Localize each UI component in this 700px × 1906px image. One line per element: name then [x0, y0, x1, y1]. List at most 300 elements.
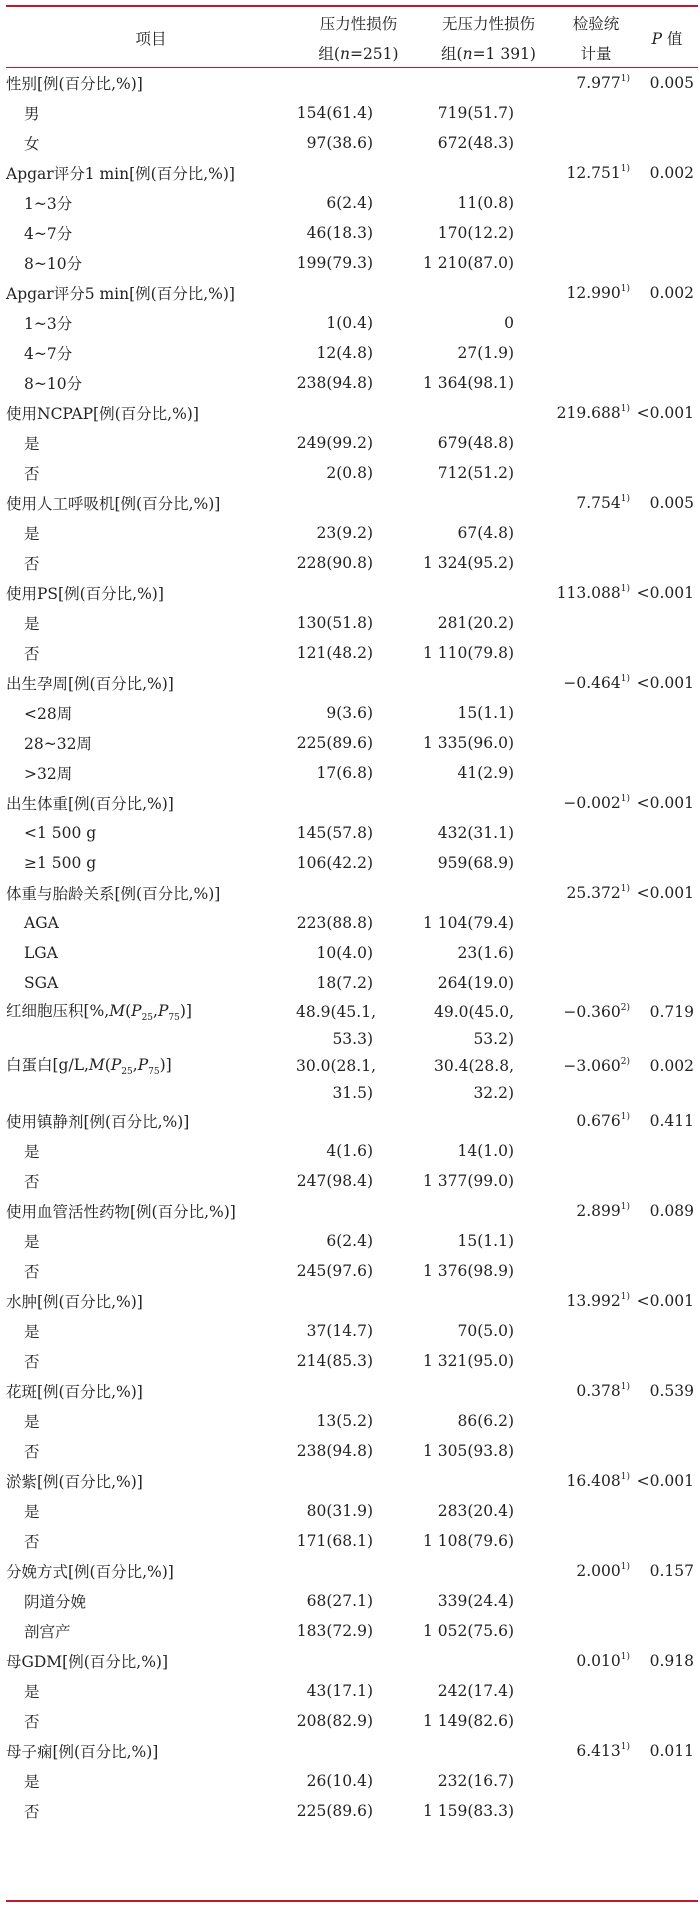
- group1-value: 130(51.8): [296, 614, 373, 632]
- group2-value: 49.0(45.0,: [434, 1002, 514, 1021]
- group1-value: [296, 68, 421, 98]
- category-row: [6, 1376, 698, 1406]
- group1-value: 247(98.4): [296, 1172, 373, 1190]
- category-label: 白蛋白$[g/L,M(P_{25},P_{75})]$: [6, 1056, 172, 1078]
- group1-value: 46(18.3): [306, 224, 373, 242]
- group1-value: 199(79.3): [296, 254, 373, 272]
- test-statistic: [556, 128, 636, 158]
- group1-value: 183(72.9): [296, 1622, 373, 1640]
- subgroup-row: [6, 518, 698, 548]
- group1-value: 48.9(45.1,: [296, 1002, 376, 1021]
- subgroup-label: 否: [24, 1263, 40, 1281]
- group2-value: 15(1.1): [457, 704, 514, 722]
- subgroup-label: 是: [24, 1773, 40, 1791]
- group2-value: [421, 488, 556, 518]
- group1-value: [296, 1106, 421, 1136]
- subgroup-row: [6, 1436, 698, 1466]
- p-value: [636, 1526, 698, 1556]
- p-value: 0.002: [649, 284, 694, 302]
- header-stat-line2: 计量: [580, 45, 612, 63]
- p-value: [636, 638, 698, 668]
- group1-value: 245(97.6): [296, 1262, 373, 1280]
- group2-value: 1 210(87.0): [423, 254, 514, 272]
- p-value: [636, 338, 698, 368]
- group1-value: 53.3): [332, 1029, 373, 1048]
- group1-value: 249(99.2): [296, 434, 373, 452]
- category-row: [6, 998, 698, 1025]
- category-label: 花斑[例(百分比,%)]: [6, 1383, 143, 1401]
- footnote-marker: 1): [620, 1652, 630, 1662]
- p-value: [636, 218, 698, 248]
- test-statistic: 113.088$^{1)}$: [556, 584, 630, 602]
- group2-value: 1 159(83.3): [423, 1802, 514, 1820]
- subgroup-row: [6, 1676, 698, 1706]
- p-value: [636, 428, 698, 458]
- footnote-marker: 1): [620, 74, 630, 84]
- subgroup-row: [6, 428, 698, 458]
- group2-value: [421, 1106, 556, 1136]
- test-statistic: 12.751$^{1)}$: [566, 164, 630, 182]
- group2-value: 32.2): [473, 1083, 514, 1102]
- group2-value: 23(1.6): [457, 944, 514, 962]
- group1-value: 225(89.6): [296, 1802, 373, 1820]
- top-rule: [6, 5, 698, 7]
- group2-value: 1 376(98.9): [423, 1262, 514, 1280]
- group1-value: 13(5.2): [316, 1412, 373, 1430]
- test-statistic: $-0.002^{1)}$: [563, 794, 630, 812]
- subgroup-row: [6, 1796, 698, 1826]
- group1-value: 208(82.9): [296, 1712, 373, 1730]
- group1-value: [296, 1376, 421, 1406]
- p-value: <0.001: [636, 1472, 694, 1490]
- group2-value: 14(1.0): [457, 1142, 514, 1160]
- test-statistic: [556, 1616, 636, 1646]
- subgroup-label: 是: [24, 525, 40, 543]
- group1-value: [296, 488, 421, 518]
- test-statistic: [556, 1496, 636, 1526]
- group1-value: 18(7.2): [316, 974, 373, 992]
- group1-value: 17(6.8): [316, 764, 373, 782]
- group1-value: [296, 788, 421, 818]
- test-statistic: [556, 218, 636, 248]
- p-value: [636, 908, 698, 938]
- group2-value: 1 335(96.0): [423, 734, 514, 752]
- group2-value: [421, 1646, 556, 1676]
- test-statistic: [556, 1406, 636, 1436]
- test-statistic: [556, 428, 636, 458]
- test-statistic: 25.372$^{1)}$: [566, 884, 630, 902]
- group2-value: 27(1.9): [457, 344, 514, 362]
- subgroup-row: [6, 458, 698, 488]
- category-row: [6, 1466, 698, 1496]
- group2-value: 242(17.4): [437, 1682, 514, 1700]
- subgroup-row: [6, 248, 698, 278]
- subgroup-row: [6, 1346, 698, 1376]
- group2-value: 432(31.1): [437, 824, 514, 842]
- p-value: 0.002: [649, 164, 694, 182]
- footnote-marker: 1): [620, 584, 630, 594]
- table-body: [6, 68, 698, 1826]
- group2-value: [421, 578, 556, 608]
- group2-value: 0: [504, 314, 514, 332]
- subgroup-row: [6, 758, 698, 788]
- footnote-marker: 2): [620, 1002, 630, 1013]
- subgroup-label: 否: [24, 1173, 40, 1191]
- group1-value: [296, 278, 421, 308]
- footnote-marker: 1): [620, 1292, 630, 1302]
- subgroup-row: [6, 1706, 698, 1736]
- test-statistic: [556, 758, 636, 788]
- p-value: <0.001: [636, 884, 694, 902]
- test-statistic: [556, 908, 636, 938]
- group1-value: 12(4.8): [316, 344, 373, 362]
- header-group1-line2: 组(n=251): [318, 45, 399, 63]
- test-statistic: [556, 698, 636, 728]
- test-statistic: [556, 1079, 636, 1106]
- category-row: [6, 788, 698, 818]
- footnote-marker: 1): [620, 1112, 630, 1122]
- group2-value: 1 149(82.6): [423, 1712, 514, 1730]
- p-value: [636, 1766, 698, 1796]
- p-value: [636, 308, 698, 338]
- group1-value: 238(94.8): [296, 1442, 373, 1460]
- p-value: 0.005: [649, 74, 694, 92]
- subgroup-row: [6, 1766, 698, 1796]
- group1-value: 106(42.2): [296, 854, 373, 872]
- subgroup-row: [6, 1406, 698, 1436]
- subgroup-label: 否: [24, 645, 40, 663]
- header-stat-line1: 检验统: [572, 15, 620, 33]
- subgroup-row: [6, 548, 698, 578]
- footnote-marker: 1): [620, 1562, 630, 1572]
- group1-value: [296, 878, 421, 908]
- test-statistic: $-0.360^{2)}$: [563, 1002, 630, 1021]
- subgroup-label: 是: [24, 1143, 40, 1161]
- subgroup-label: <28周: [24, 705, 73, 723]
- group1-value: [296, 1286, 421, 1316]
- test-statistic: [556, 1676, 636, 1706]
- subgroup-label: ≥1 500 g: [24, 854, 97, 872]
- test-statistic: [556, 1526, 636, 1556]
- footnote-marker: 1): [620, 494, 630, 504]
- subgroup-label: >32周: [24, 765, 73, 783]
- test-statistic: [556, 1706, 636, 1736]
- p-value: [636, 458, 698, 488]
- group1-value: 214(85.3): [296, 1352, 373, 1370]
- subgroup-row: [6, 1616, 698, 1646]
- test-statistic: 0.676$^{1)}$: [576, 1112, 630, 1130]
- subgroup-label: 是: [24, 1503, 40, 1521]
- group2-value: 679(48.8): [437, 434, 514, 452]
- subgroup-row: [6, 818, 698, 848]
- category-row: [6, 578, 698, 608]
- category-label: 出生孕周[例(百分比,%)]: [6, 675, 174, 693]
- p-value: [636, 518, 698, 548]
- group1-value: [296, 668, 421, 698]
- group2-value: [421, 158, 556, 188]
- header-group2-line2: 组(n=1 391): [441, 45, 536, 63]
- subgroup-label: 是: [24, 615, 40, 633]
- group2-value: 712(51.2): [437, 464, 514, 482]
- test-statistic: 0.378$^{1)}$: [576, 1382, 630, 1400]
- group2-value: 1 364(98.1): [423, 374, 514, 392]
- bottom-rule: [6, 1900, 698, 1902]
- subgroup-label: 否: [24, 1443, 40, 1461]
- group2-value: 15(1.1): [457, 1232, 514, 1250]
- subgroup-row: [6, 1316, 698, 1346]
- category-label: Apgar评分1 min[例(百分比,%)]: [6, 165, 235, 183]
- group1-value: [296, 1466, 421, 1496]
- group1-value: 80(31.9): [306, 1502, 373, 1520]
- group1-value: 4(1.6): [326, 1142, 373, 1160]
- group2-value: 30.4(28.8,: [434, 1056, 514, 1075]
- group2-value: 170(12.2): [437, 224, 514, 242]
- subgroup-label: 否: [24, 1713, 40, 1731]
- p-value: [636, 98, 698, 128]
- subgroup-label: 是: [24, 435, 40, 453]
- p-value: [636, 1406, 698, 1436]
- category-row: [6, 158, 698, 188]
- test-statistic: [556, 728, 636, 758]
- subgroup-label: 否: [24, 1803, 40, 1821]
- test-statistic: 7.977$^{1)}$: [576, 74, 630, 92]
- header-item: 项目: [135, 30, 167, 48]
- group1-value: 225(89.6): [296, 734, 373, 752]
- test-statistic: 13.992$^{1)}$: [566, 1292, 630, 1310]
- subgroup-row: [6, 608, 698, 638]
- group1-value: [296, 578, 421, 608]
- group1-value: 2(0.8): [326, 464, 373, 482]
- test-statistic: [556, 248, 636, 278]
- group2-value: [421, 278, 556, 308]
- group1-value: 9(3.6): [326, 704, 373, 722]
- group1-value: 171(68.1): [296, 1532, 373, 1550]
- subgroup-label: 8~10分: [24, 255, 83, 273]
- test-statistic: [556, 1316, 636, 1346]
- subgroup-label: 4~7分: [24, 225, 73, 243]
- subgroup-row: [6, 308, 698, 338]
- subgroup-row: [6, 1526, 698, 1556]
- p-value: [636, 368, 698, 398]
- category-label: 使用镇静剂[例(百分比,%)]: [6, 1113, 190, 1131]
- subgroup-row: [6, 698, 698, 728]
- test-statistic: [556, 1346, 636, 1376]
- p-value: [636, 818, 698, 848]
- subgroup-label: AGA: [24, 914, 59, 932]
- group1-value: 10(4.0): [316, 944, 373, 962]
- subgroup-label: 剖宫产: [24, 1623, 71, 1641]
- category-row: [6, 398, 698, 428]
- group2-value: 41(2.9): [457, 764, 514, 782]
- p-value: [636, 608, 698, 638]
- group1-value: 154(61.4): [296, 104, 373, 122]
- p-value: [636, 1796, 698, 1826]
- group1-value: 223(88.8): [296, 914, 373, 932]
- test-statistic: [556, 98, 636, 128]
- footnote-marker: 1): [620, 794, 630, 804]
- subgroup-row: [6, 1586, 698, 1616]
- category-row: [6, 1052, 698, 1079]
- p-value: [636, 188, 698, 218]
- subgroup-row: [6, 638, 698, 668]
- header-group2-line1: 无压力性损伤: [441, 15, 535, 33]
- subgroup-label: SGA: [24, 974, 59, 992]
- footnote-marker: 1): [620, 404, 630, 414]
- p-value: 0.089: [649, 1202, 694, 1220]
- test-statistic: [556, 518, 636, 548]
- subgroup-row: [6, 848, 698, 878]
- category-label: 使用血管活性药物[例(百分比,%)]: [6, 1203, 236, 1221]
- subgroup-label: 否: [24, 465, 40, 483]
- p-value: 0.918: [649, 1652, 694, 1670]
- p-value: [636, 128, 698, 158]
- group2-value: 1 321(95.0): [423, 1352, 514, 1370]
- test-statistic: $-3.060^{2)}$: [563, 1056, 630, 1075]
- group2-value: 1 104(79.4): [423, 914, 514, 932]
- group2-value: 1 324(95.2): [423, 554, 514, 572]
- group2-value: 719(51.7): [437, 104, 514, 122]
- test-statistic: [556, 1166, 636, 1196]
- category-row: [6, 278, 698, 308]
- group1-value: 145(57.8): [296, 824, 373, 842]
- group2-value: 86(6.2): [457, 1412, 514, 1430]
- subgroup-label: 是: [24, 1413, 40, 1431]
- group1-value: 37(14.7): [306, 1322, 373, 1340]
- subgroup-row: [6, 128, 698, 158]
- group2-value: [421, 878, 556, 908]
- category-label: 使用人工呼吸机[例(百分比,%)]: [6, 495, 221, 513]
- group2-value: [421, 1736, 556, 1766]
- group2-value: 67(4.8): [457, 524, 514, 542]
- group2-value: [421, 1286, 556, 1316]
- p-value: [636, 1436, 698, 1466]
- group2-value: [421, 788, 556, 818]
- test-statistic: [556, 848, 636, 878]
- group1-value: [296, 1646, 421, 1676]
- test-statistic: [556, 308, 636, 338]
- group1-value: 6(2.4): [326, 1232, 373, 1250]
- group2-value: 959(68.9): [437, 854, 514, 872]
- test-statistic: [556, 1586, 636, 1616]
- p-value: [636, 1616, 698, 1646]
- category-row: [6, 668, 698, 698]
- p-value: [636, 1346, 698, 1376]
- p-value: [636, 1025, 698, 1052]
- footnote-marker: 1): [620, 1202, 630, 1212]
- subgroup-label: 女: [24, 135, 40, 153]
- test-statistic: 2.899$^{1)}$: [576, 1202, 630, 1220]
- subgroup-label: 28~32周: [24, 735, 92, 753]
- p-value: <0.001: [636, 674, 694, 692]
- header-p-value: P 值: [651, 30, 683, 48]
- p-value: [636, 548, 698, 578]
- group2-value: 264(19.0): [437, 974, 514, 992]
- subgroup-label: 是: [24, 1233, 40, 1251]
- p-value: 0.005: [649, 494, 694, 512]
- footnote-marker: 1): [620, 884, 630, 894]
- subgroup-label: 是: [24, 1683, 40, 1701]
- subgroup-row: [6, 1496, 698, 1526]
- category-label: 体重与胎龄关系[例(百分比,%)]: [6, 885, 221, 903]
- category-row: [6, 1736, 698, 1766]
- category-row: [6, 1286, 698, 1316]
- category-row: [6, 488, 698, 518]
- category-label: 母子痫[例(百分比,%)]: [6, 1743, 159, 1761]
- test-statistic: 12.990$^{1)}$: [566, 284, 630, 302]
- group2-value: 672(48.3): [437, 134, 514, 152]
- test-statistic: [556, 458, 636, 488]
- group1-value: 121(48.2): [296, 644, 373, 662]
- group1-value: 31.5): [332, 1083, 373, 1102]
- group1-value: 26(10.4): [306, 1772, 373, 1790]
- category-row: [6, 1556, 698, 1586]
- test-statistic: [556, 938, 636, 968]
- p-value: 0.719: [649, 1002, 694, 1021]
- group2-value: 1 108(79.6): [423, 1532, 514, 1550]
- category-row: [6, 68, 698, 98]
- p-value: [636, 1136, 698, 1166]
- subgroup-row: [6, 188, 698, 218]
- subgroup-label: 阴道分娩: [24, 1593, 87, 1611]
- category-row: [6, 878, 698, 908]
- test-statistic: 2.000$^{1)}$: [576, 1562, 630, 1580]
- group2-value: 1 110(79.8): [423, 644, 514, 662]
- subgroup-row: [6, 368, 698, 398]
- subgroup-row: [6, 908, 698, 938]
- subgroup-row: [6, 1256, 698, 1286]
- p-value: [636, 1226, 698, 1256]
- footnote-marker: 1): [620, 284, 630, 294]
- subgroup-row: [6, 938, 698, 968]
- footnote-marker: 1): [620, 1472, 630, 1482]
- group2-value: [421, 398, 556, 428]
- group1-value: [296, 1556, 421, 1586]
- footnote-marker: 1): [620, 1382, 630, 1392]
- category-label: 水肿[例(百分比,%)]: [6, 1293, 143, 1311]
- group1-value: 30.0(28.1,: [296, 1056, 376, 1075]
- footnote-marker: 1): [620, 674, 630, 684]
- test-statistic: [556, 1025, 636, 1052]
- category-row: [6, 1646, 698, 1676]
- subgroup-row: [6, 1226, 698, 1256]
- group1-value: 228(90.8): [296, 554, 373, 572]
- subgroup-label: 1~3分: [24, 195, 73, 213]
- group1-value: [296, 158, 421, 188]
- category-label: 使用PS[例(百分比,%)]: [6, 585, 164, 603]
- subgroup-row: [6, 1136, 698, 1166]
- p-value: <0.001: [636, 1292, 694, 1310]
- group2-value: 1 052(75.6): [423, 1622, 514, 1640]
- group1-value: [296, 398, 421, 428]
- group1-value: [296, 1736, 421, 1766]
- subgroup-label: 男: [24, 105, 40, 123]
- category-label: 分娩方式[例(百分比,%)]: [6, 1563, 174, 1581]
- group2-value: 1 305(93.8): [423, 1442, 514, 1460]
- category-label: 使用NCPAP[例(百分比,%)]: [6, 405, 199, 423]
- group2-value: [421, 1466, 556, 1496]
- p-value: 0.002: [649, 1056, 694, 1075]
- p-value: [636, 248, 698, 278]
- subgroup-row: [6, 1166, 698, 1196]
- group2-value: [421, 1556, 556, 1586]
- group2-value: 70(5.0): [457, 1322, 514, 1340]
- subgroup-label: 否: [24, 1533, 40, 1551]
- continuation-row: [6, 1079, 698, 1106]
- category-label: 淤紫[例(百分比,%)]: [6, 1473, 143, 1491]
- p-value: <0.001: [636, 794, 694, 812]
- test-statistic: [556, 1136, 636, 1166]
- category-label: Apgar评分5 min[例(百分比,%)]: [6, 285, 235, 303]
